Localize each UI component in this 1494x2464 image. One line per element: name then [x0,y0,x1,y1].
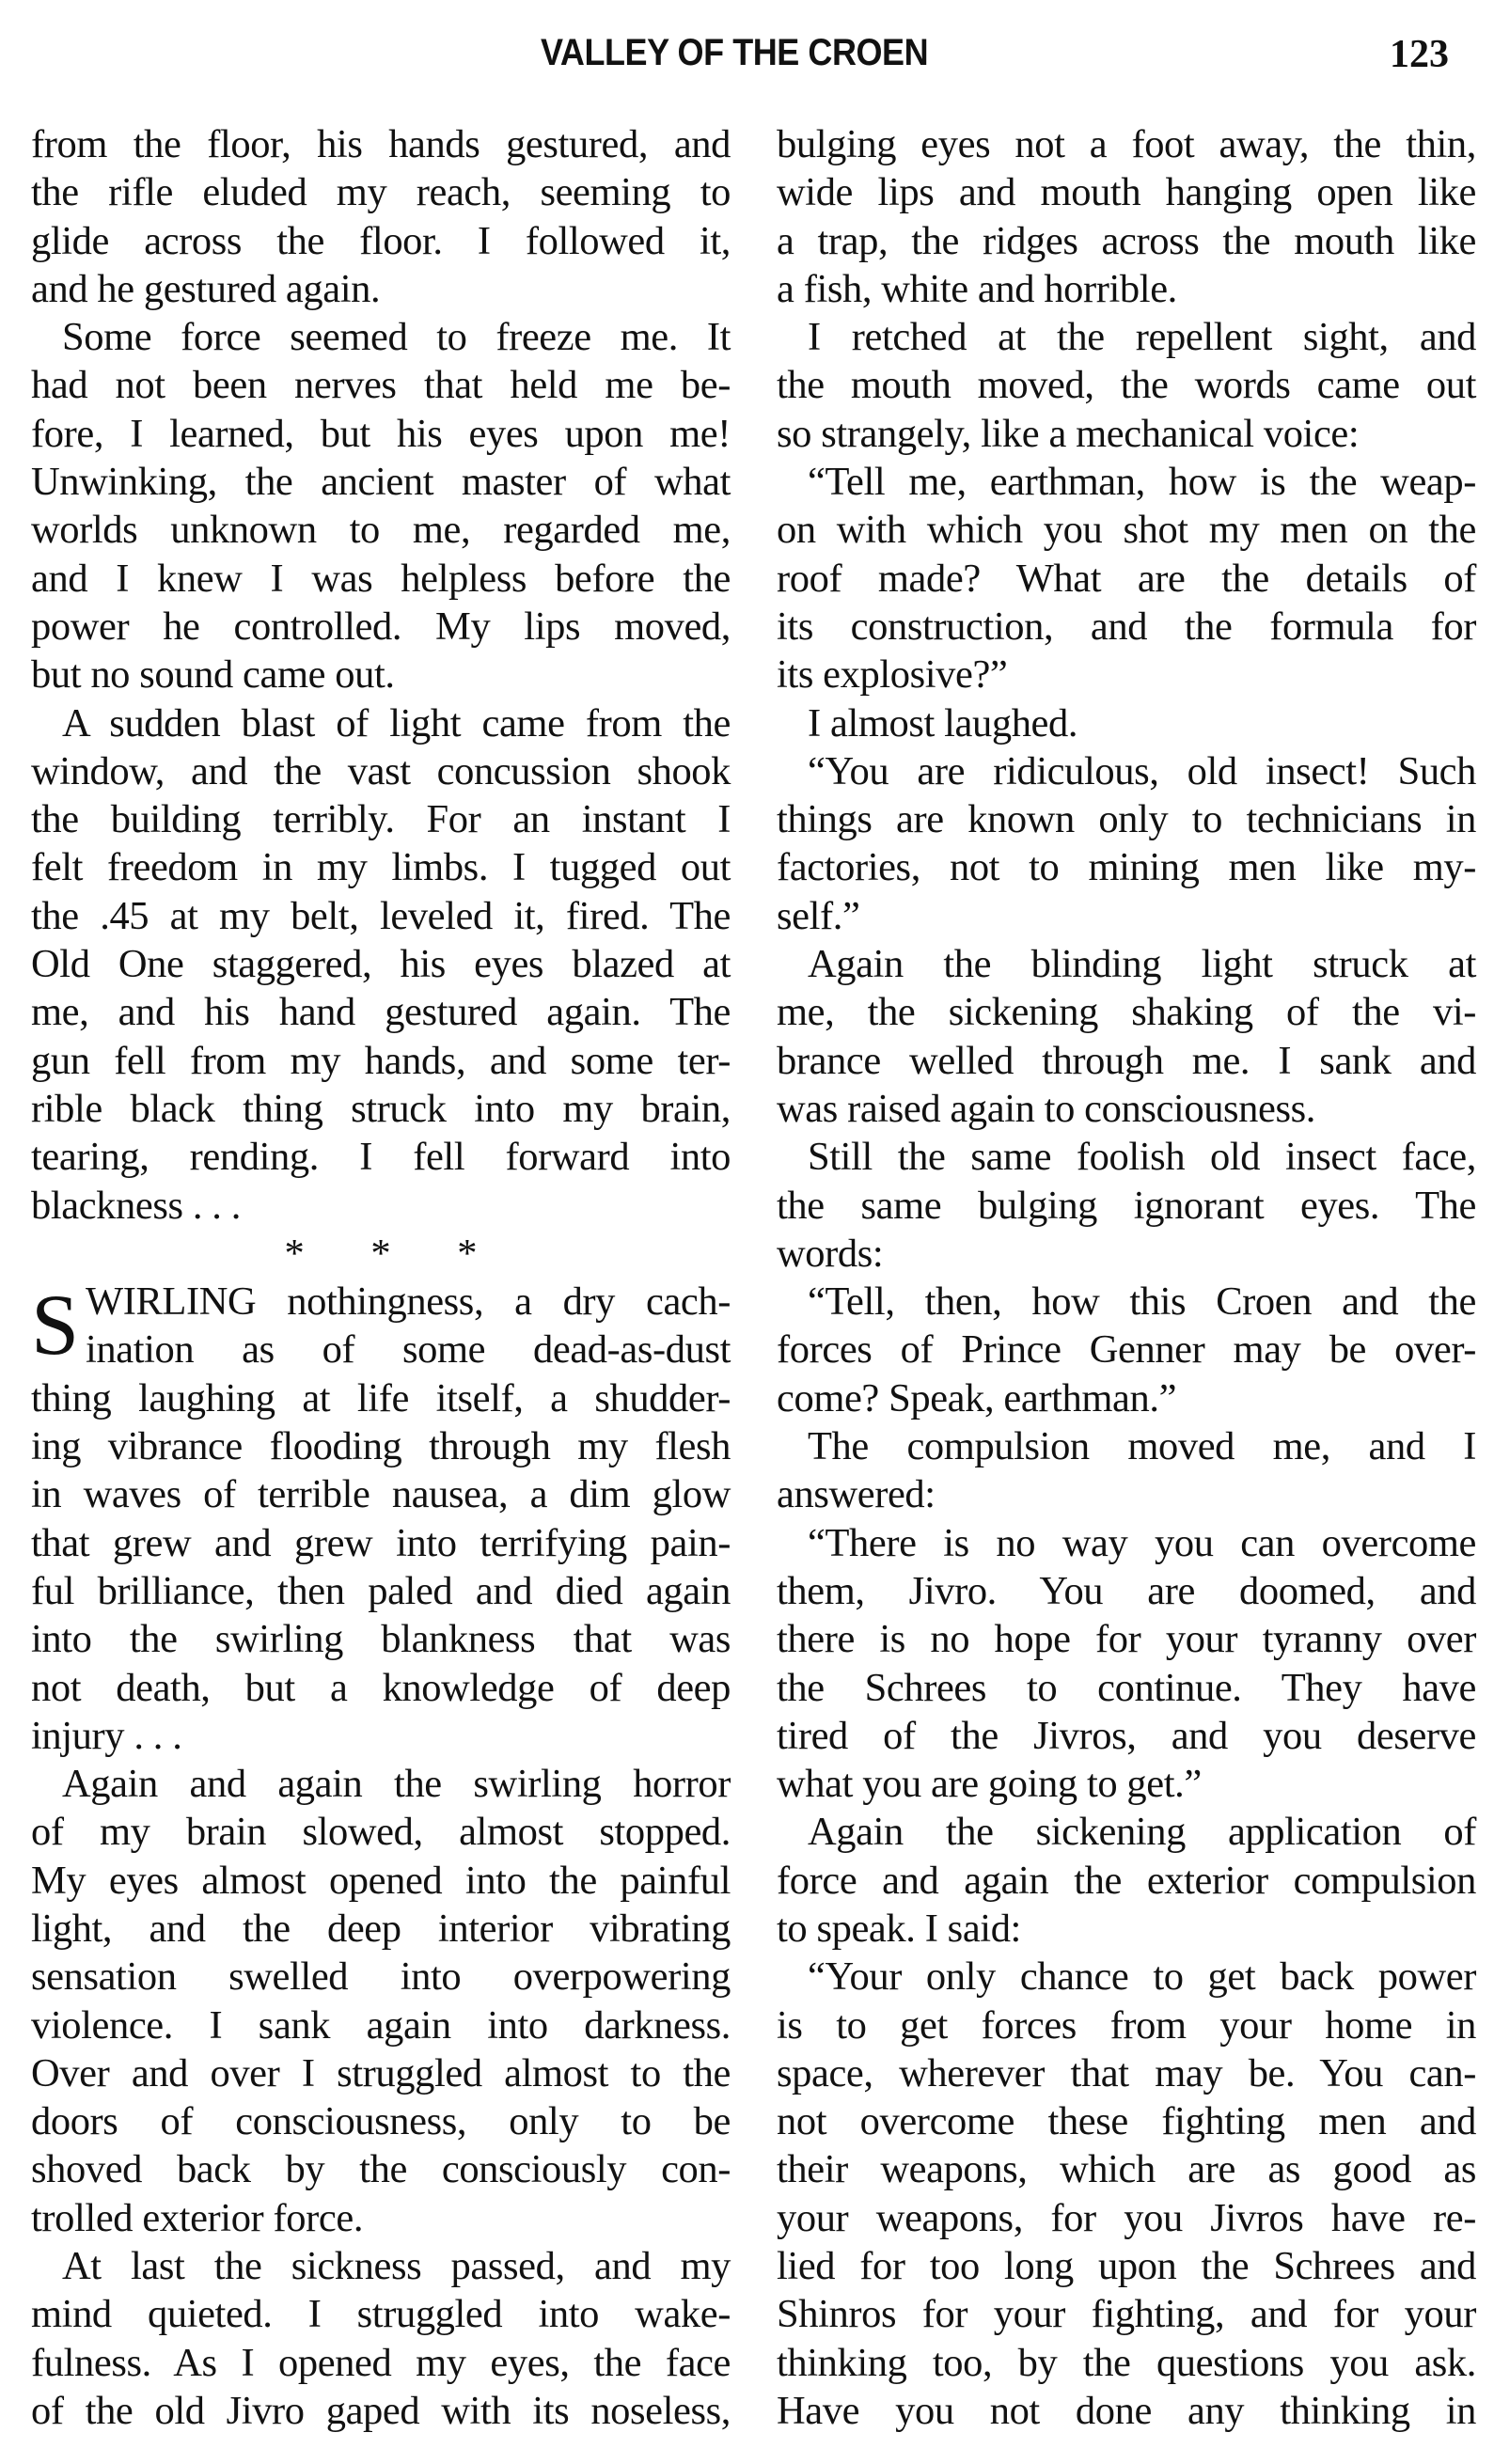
text-line: “Tell, then, how this Croen and the [808,1279,1476,1325]
text-line: Have you not done any thinking in [777,2388,1476,2433]
text-line: answered: [777,1472,936,1517]
text-line: Old One staggered, his eyes blazed at [31,942,731,987]
text-line: force and again the exterior compulsion [777,1858,1476,1903]
text-line [31,1664,731,1712]
text-line: and he gestured again. [31,266,381,311]
text-line: The compulsion moved me, and I [808,1424,1476,1469]
text-line: of my brain slowed, almost stopped. [31,1810,731,1855]
text-line: me, the sickening shaking of the vi- [777,990,1476,1035]
text-line: Again the blinding light struck at [808,942,1476,987]
text-line: thinking too, by the questions you ask. [777,2340,1476,2385]
paragraph [31,1278,731,1760]
text-line-content: injury . . . [31,1713,182,1758]
text-line: on with which you shot my men on the [777,508,1476,553]
paragraph [31,120,731,313]
text-line: words: [777,1231,884,1276]
text-line: your weapons, for you Jivros have re- [777,2195,1476,2240]
text-line: power he controlled. My lips moved, [31,604,731,649]
text-line: “You are ridiculous, old insect! Such [808,748,1476,793]
text-line: me, and his hand gestured again. The [31,990,731,1035]
text-line: glide across the floor. I followed it, [31,218,731,263]
text-line: tearing, rending. I fell forward into [31,1135,731,1180]
text-line: doors of consciousness, only to be [31,2099,731,2144]
text-line-content: into the swirling blankness that was [31,1617,731,1662]
text-line: what you are going to get.” [777,1762,1202,1807]
text-line: come? Speak, earthman.” [777,1375,1177,1420]
text-line: rible black thing struck into my brain, [31,1086,731,1131]
text-line [31,1519,731,1567]
text-line [31,1615,731,1663]
text-line: the rifle eluded my reach, seeming to [31,170,731,215]
drop-cap: S [31,1277,79,1373]
paragraph [31,699,731,1230]
text-line [31,1567,731,1615]
text-line: brance welled through me. I sank and [777,1038,1476,1083]
text-line [31,1422,731,1470]
text-line: the building terribly. For an instant I [31,797,731,842]
paragraph [777,699,1476,747]
text-line: trolled exterior force. [31,2195,364,2240]
text-line: lied for too long upon the Schrees and [777,2244,1476,2289]
text-line: tired of the Jivros, and you deserve [777,1713,1476,1758]
section-break [31,1230,731,1278]
text-line: had not been nerves that held me be- [31,363,731,408]
text-line: so strangely, like a mechanical voice: [777,411,1360,456]
text-line: of the old Jivro gaped with its noseless, [31,2388,731,2433]
text-line: them, Jivro. You are doomed, and [777,1568,1476,1613]
paragraph [31,2242,731,2435]
text-line [31,1470,731,1518]
paragraph [777,1422,1476,1519]
text-line-content: ing vibrance flooding through my flesh [31,1424,731,1469]
text-line-content: ination as of some dead-as-dust [86,1327,731,1373]
text-line: light, and the deep interior vibrating [31,1906,731,1951]
paragraph [777,747,1476,940]
paragraph [777,1133,1476,1278]
text-line: blackness . . . [31,1183,241,1228]
text-line: a fish, white and horrible. [777,266,1177,311]
paragraph [777,1519,1476,1809]
text-line: the mouth moved, the words came out [777,363,1476,408]
running-header [0,32,1494,79]
text-line: the same bulging ignorant eyes. The [777,1183,1476,1228]
text-line: My eyes almost opened into the painful [31,1858,731,1903]
text-line: Over and over I struggled almost to the [31,2050,731,2095]
text-line: self.” [777,893,860,938]
text-line: felt freedom in my limbs. I tugged out [31,845,731,890]
text-line [31,1712,731,1760]
paragraph [777,940,1476,1133]
text-line: “There is no way you can overcome [808,1520,1476,1565]
text-line: sensation swelled into overpowering [31,1954,731,2000]
text-line: violence. I sank again into darkness. [31,2002,731,2048]
text-line: mind quieted. I struggled into wake- [31,2292,731,2337]
text-line-content: not death, but a knowledge of deep [31,1665,731,1710]
text-line: their weapons, which are as good as [777,2147,1476,2192]
text-line: gun fell from my hands, and some ter- [31,1038,731,1083]
text-line: space, wherever that may be. You can- [777,2050,1476,2095]
text-line-content: that grew and grew into terrifying pain- [31,1520,731,1565]
left-column [31,120,731,2435]
running-title: VALLEY OF THE CROEN [541,32,929,73]
text-line: Again the sickening application of [808,1810,1476,1855]
text-line: fulness. As I opened my eyes, the face [31,2340,731,2385]
paragraph [777,458,1476,698]
text-line: Still the same foolish old insect face, [808,1135,1476,1180]
text-line: At last the sickness passed, and my [62,2244,731,2289]
section-break-asterisks: * * * [284,1231,506,1276]
text-line: window, and the vast concussion shook [31,748,731,793]
text-line-content: in waves of terrible nausea, a dim glow [31,1472,731,1517]
text-line: fore, I learned, but his eyes upon me! [31,411,731,456]
text-line: was raised again to consciousness. [777,1086,1315,1131]
text-line: not overcome these fighting men and [777,2099,1476,2144]
text-line: wide lips and mouth hanging open like [777,170,1476,215]
text-line: Again and again the swirling horror [62,1762,731,1807]
text-line-content: thing laughing at life itself, a shudder- [31,1375,731,1420]
paragraph [31,313,731,698]
paragraph [777,1808,1476,1953]
text-line: Unwinking, the ancient master of what [31,460,731,505]
text-line: the Schrees to continue. They have [777,1665,1476,1710]
text-line: I almost laughed. [808,700,1078,745]
text-line: Some force seemed to freeze me. It [62,315,731,360]
text-line: Shinros for your fighting, and for your [777,2292,1476,2337]
paragraph [777,1278,1476,1422]
text-line: factories, not to mining men like my- [777,845,1476,890]
text-line: and I knew I was helpless before the [31,556,731,601]
text-line: I retched at the repellent sight, and [808,315,1476,360]
text-line: worlds unknown to me, regarded me, [31,508,731,553]
text-line: to speak. I said: [777,1906,1021,1951]
text-line: is to get forces from your home in [777,2002,1476,2048]
text-line: its construction, and the formula for [777,604,1476,649]
text-line: forces of Prince Genner may be over- [777,1327,1476,1373]
paragraph [31,1760,731,2242]
text-line: from the floor, his hands gestured, and [31,122,731,166]
text-line: the .45 at my belt, leveled it, fired. The [31,893,731,938]
text-line: “Your only chance to get back power [808,1954,1476,2000]
text-line: A sudden blast of light came from the [62,700,731,745]
text-line: shoved back by the consciously con- [31,2147,731,2192]
text-line: “Tell me, earthman, how is the weap- [808,460,1476,505]
text-line: but no sound came out. [31,652,395,698]
text-line-content: ful brilliance, then paled and died again [31,1568,731,1613]
text-line: a trap, the ridges across the mouth like [777,218,1476,263]
text-line: there is no hope for your tyranny over [777,1617,1476,1662]
text-line-content: WIRLING nothingness, a dry cach- [86,1279,731,1325]
paragraph [777,1953,1476,2435]
text-line: bulging eyes not a foot away, the thin, [777,122,1476,166]
page-number: 123 [1390,33,1449,76]
paragraph [777,120,1476,313]
text-line: roof made? What are the details of [777,556,1476,601]
text-line [31,1374,731,1422]
text-line [31,1326,731,1373]
text-line: its explosive?” [777,652,1008,698]
text-line: things are known only to technicians in [777,797,1476,842]
right-column [777,120,1476,2435]
paragraph [777,313,1476,458]
